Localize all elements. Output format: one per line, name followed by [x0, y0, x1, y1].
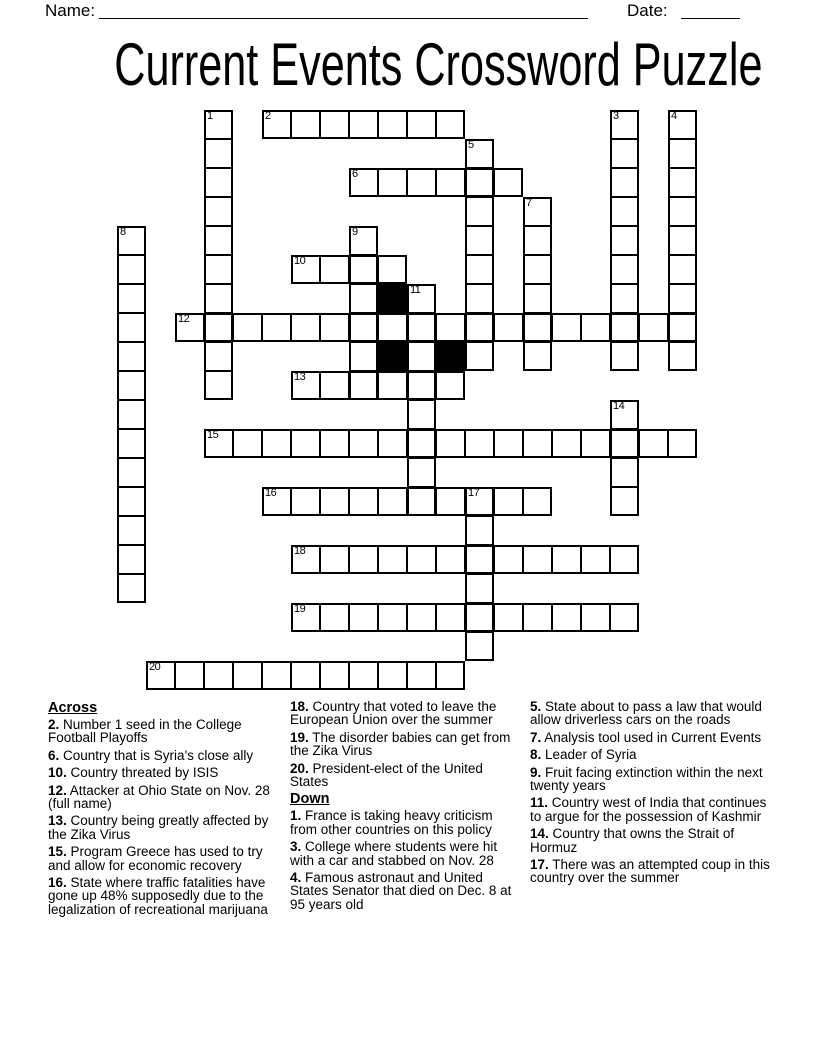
answer-cell[interactable] [465, 197, 494, 226]
clue-item-number: 5. [530, 699, 542, 714]
answer-cell[interactable] [262, 487, 291, 516]
answer-cell[interactable] [291, 255, 320, 284]
answer-cell[interactable] [291, 603, 320, 632]
answer-cell[interactable] [204, 313, 233, 342]
clue-item-5 [530, 700, 770, 727]
answer-cell[interactable] [668, 313, 697, 342]
answer-cell[interactable] [465, 574, 494, 603]
clue-item-number: 15. [48, 844, 67, 860]
clue-item-number: 12. [48, 782, 67, 798]
answer-cell[interactable] [465, 632, 494, 661]
answer-cell[interactable] [465, 342, 494, 371]
clue-item-number: 13. [48, 813, 67, 829]
answer-cell[interactable] [610, 458, 639, 487]
clue-item-number: 20. [290, 760, 309, 776]
clue-item-3 [290, 840, 523, 867]
clue-item-text: College where students were hit with a car and stabbed on Nov. 28 [290, 839, 498, 868]
answer-cell[interactable] [204, 139, 233, 168]
answer-cell[interactable] [204, 661, 233, 690]
cell-number-11: 11 [410, 284, 421, 296]
clue-item-text: Attacker at Ohio State on Nov. 28 (full name) [48, 782, 270, 812]
answer-cell[interactable] [465, 429, 494, 458]
cell-number-13: 13 [294, 371, 306, 383]
answer-cell[interactable] [494, 603, 523, 632]
answer-cell[interactable] [378, 168, 407, 197]
answer-cell[interactable] [610, 168, 639, 197]
answer-cell[interactable] [436, 545, 465, 574]
answer-cell[interactable] [523, 429, 552, 458]
answer-cell[interactable] [291, 661, 320, 690]
answer-cell[interactable] [204, 342, 233, 371]
clue-item-19 [290, 731, 523, 758]
name-label: Name: [45, 1, 96, 20]
answer-cell[interactable] [117, 545, 146, 574]
answer-cell[interactable] [378, 661, 407, 690]
answer-cell[interactable] [668, 226, 697, 255]
answer-cell[interactable] [291, 545, 320, 574]
answer-cell[interactable] [320, 487, 349, 516]
clue-item-text: Number 1 seed in the College Football Playoffs [48, 717, 242, 746]
answer-cell[interactable] [320, 255, 349, 284]
answer-cell[interactable] [407, 313, 436, 342]
answer-cell[interactable] [262, 429, 291, 458]
blocked-cell [436, 342, 465, 371]
clue-item-number: 10. [48, 765, 67, 781]
answer-cell[interactable] [349, 226, 378, 255]
answer-cell[interactable] [233, 429, 262, 458]
clue-item-text: Analysis tool used in Current Events [541, 729, 762, 745]
answer-cell[interactable] [146, 661, 175, 690]
clue-item-text: Country threated by ISIS [66, 765, 219, 781]
answer-cell[interactable] [552, 429, 581, 458]
answer-cell[interactable] [610, 197, 639, 226]
answer-cell[interactable] [233, 313, 262, 342]
answer-cell[interactable] [349, 110, 378, 139]
answer-cell[interactable] [668, 342, 697, 371]
clue-item-8 [530, 748, 770, 761]
clue-item-12 [48, 784, 284, 811]
answer-cell[interactable] [349, 342, 378, 371]
answer-cell[interactable] [668, 429, 697, 458]
clue-item-14 [530, 827, 770, 854]
clue-item-number: 4. [290, 870, 302, 886]
answer-cell[interactable] [320, 545, 349, 574]
answer-cell[interactable] [291, 487, 320, 516]
clue-column-2 [290, 700, 523, 915]
cell-number-17: 17 [468, 487, 480, 499]
answer-cell[interactable] [117, 342, 146, 371]
clue-column-1 [48, 700, 284, 920]
answer-cell[interactable] [465, 284, 494, 313]
clue-item-text: Famous astronaut and United States Senator that died on Dec. 8 at 95 years old [290, 870, 512, 912]
cell-number-6: 6 [352, 168, 358, 180]
clue-item-text: Country that voted to leave the European Union over the summer [290, 699, 497, 728]
answer-cell[interactable] [262, 661, 291, 690]
answer-cell[interactable] [349, 603, 378, 632]
clue-item-text: President-elect of the United States [290, 760, 483, 790]
answer-cell[interactable] [610, 400, 639, 429]
answer-cell[interactable] [465, 226, 494, 255]
clue-item-number: 8. [530, 747, 542, 763]
answer-cell[interactable] [436, 110, 465, 139]
answer-cell[interactable] [407, 545, 436, 574]
answer-cell[interactable] [262, 313, 291, 342]
clue-item-number: 1. [290, 808, 302, 824]
clue-item-number: 3. [290, 839, 302, 855]
answer-cell[interactable] [436, 603, 465, 632]
cell-number-20: 20 [149, 661, 161, 673]
answer-cell[interactable] [204, 226, 233, 255]
cell-number-9: 9 [352, 226, 358, 238]
answer-cell[interactable] [436, 487, 465, 516]
answer-cell[interactable] [436, 371, 465, 400]
answer-cell[interactable] [610, 545, 639, 574]
answer-cell[interactable] [523, 313, 552, 342]
answer-cell[interactable] [610, 226, 639, 255]
answer-cell[interactable] [610, 342, 639, 371]
clue-item-text: Country west of India that continues to argue for the possession of Kashmir [530, 795, 767, 824]
answer-cell[interactable] [610, 139, 639, 168]
clue-item-text: There was an attempted coup in this country over the summer [530, 857, 770, 886]
cell-number-1: 1 [207, 110, 213, 122]
answer-cell[interactable] [378, 487, 407, 516]
cell-number-8: 8 [120, 226, 126, 238]
answer-cell[interactable] [349, 284, 378, 313]
answer-cell[interactable] [378, 603, 407, 632]
answer-cell[interactable] [204, 284, 233, 313]
answer-cell[interactable] [407, 429, 436, 458]
clue-item-16 [48, 876, 284, 916]
clue-item-text: Program Greece has used to try and allow for economic recovery [48, 844, 263, 873]
answer-cell[interactable] [175, 313, 204, 342]
answer-cell[interactable] [465, 313, 494, 342]
clue-item-text: France is taking heavy criticism from other countries on this policy [290, 808, 493, 837]
cell-number-10: 10 [294, 255, 306, 267]
answer-cell[interactable] [494, 487, 523, 516]
clue-item-number: 6. [48, 747, 60, 763]
clue-item-number: 17. [530, 857, 549, 873]
answer-cell[interactable] [117, 371, 146, 400]
answer-cell[interactable] [407, 110, 436, 139]
answer-cell[interactable] [407, 284, 436, 313]
answer-cell[interactable] [378, 255, 407, 284]
clue-item-6 [48, 749, 284, 762]
date-label: Date: [627, 1, 668, 20]
clue-item-15 [48, 845, 284, 872]
answer-cell[interactable] [262, 110, 291, 139]
answer-cell[interactable] [581, 545, 610, 574]
clue-item-text: Fruit facing extinction within the next twenty years [530, 764, 763, 794]
answer-cell[interactable] [465, 139, 494, 168]
answer-cell[interactable] [320, 429, 349, 458]
cell-number-19: 19 [294, 603, 306, 615]
answer-cell[interactable] [204, 255, 233, 284]
answer-cell[interactable] [407, 458, 436, 487]
answer-cell[interactable] [117, 487, 146, 516]
answer-cell[interactable] [465, 516, 494, 545]
across-heading: Across [48, 700, 98, 716]
answer-cell[interactable] [523, 487, 552, 516]
answer-cell[interactable] [639, 429, 668, 458]
answer-cell[interactable] [610, 603, 639, 632]
answer-cell[interactable] [610, 313, 639, 342]
answer-cell[interactable] [610, 284, 639, 313]
answer-cell[interactable] [523, 226, 552, 255]
cell-number-7: 7 [526, 197, 532, 209]
blocked-cell [378, 342, 407, 371]
answer-cell[interactable] [378, 371, 407, 400]
clue-item-2 [48, 718, 284, 745]
answer-cell[interactable] [552, 545, 581, 574]
answer-cell[interactable] [465, 255, 494, 284]
clue-item-number: 18. [290, 699, 309, 714]
clue-item-1 [290, 809, 523, 836]
clue-item-number: 2. [48, 717, 60, 732]
answer-cell[interactable] [523, 545, 552, 574]
answer-cell[interactable] [175, 661, 204, 690]
answer-cell[interactable] [465, 487, 494, 516]
clue-item-number: 19. [290, 729, 309, 745]
answer-cell[interactable] [668, 284, 697, 313]
answer-cell[interactable] [494, 168, 523, 197]
answer-cell[interactable] [523, 342, 552, 371]
answer-cell[interactable] [494, 545, 523, 574]
answer-cell[interactable] [349, 429, 378, 458]
answer-cell[interactable] [407, 487, 436, 516]
cell-number-3: 3 [613, 110, 619, 122]
answer-cell[interactable] [610, 429, 639, 458]
answer-cell[interactable] [668, 197, 697, 226]
clue-item-18 [290, 700, 523, 727]
answer-cell[interactable] [523, 603, 552, 632]
answer-cell[interactable] [117, 429, 146, 458]
answer-cell[interactable] [668, 139, 697, 168]
answer-cell[interactable] [117, 313, 146, 342]
cell-number-14: 14 [613, 400, 625, 412]
answer-cell[interactable] [349, 545, 378, 574]
answer-cell[interactable] [117, 400, 146, 429]
answer-cell[interactable] [378, 313, 407, 342]
answer-cell[interactable] [494, 313, 523, 342]
answer-cell[interactable] [291, 429, 320, 458]
answer-cell[interactable] [581, 429, 610, 458]
answer-cell[interactable] [407, 400, 436, 429]
answer-cell[interactable] [320, 313, 349, 342]
clue-item-text: State where traffic fatalities have gone up 48% supposedly due to the legalization of recreational marijuana [48, 875, 268, 917]
answer-cell[interactable] [349, 168, 378, 197]
answer-cell[interactable] [436, 661, 465, 690]
clue-item-text: State about to pass a law that would allow driverless cars on the roads [530, 699, 762, 728]
answer-cell[interactable] [117, 226, 146, 255]
clue-item-text: Country that is Syria's close ally [59, 747, 254, 763]
clue-item-17 [530, 858, 770, 885]
clue-item-number: 9. [530, 764, 542, 780]
blocked-cell [378, 284, 407, 313]
answer-cell[interactable] [320, 110, 349, 139]
answer-cell[interactable] [523, 255, 552, 284]
answer-cell[interactable] [117, 574, 146, 603]
answer-cell[interactable] [204, 429, 233, 458]
clue-item-10 [48, 766, 284, 779]
clue-item-13 [48, 814, 284, 841]
answer-cell[interactable] [320, 661, 349, 690]
answer-cell[interactable] [117, 284, 146, 313]
puzzle-title: Current Events Crossword Puzzle [114, 31, 763, 98]
answer-cell[interactable] [436, 168, 465, 197]
answer-cell[interactable] [523, 197, 552, 226]
answer-cell[interactable] [349, 371, 378, 400]
answer-cell[interactable] [378, 429, 407, 458]
clue-item-number: 7. [530, 729, 542, 745]
cell-number-2: 2 [265, 110, 271, 122]
answer-cell[interactable] [349, 255, 378, 284]
answer-cell[interactable] [465, 603, 494, 632]
answer-cell[interactable] [552, 313, 581, 342]
answer-cell[interactable] [436, 429, 465, 458]
clue-item-number: 11. [530, 795, 549, 811]
answer-cell[interactable] [407, 603, 436, 632]
clue-item-text: Country being greatly affected by the Zika Virus [48, 813, 269, 842]
cell-number-16: 16 [265, 487, 277, 499]
answer-cell[interactable] [117, 516, 146, 545]
answer-cell[interactable] [610, 255, 639, 284]
cell-number-15: 15 [207, 429, 219, 441]
answer-cell[interactable] [349, 487, 378, 516]
answer-cell[interactable] [407, 168, 436, 197]
clue-item-4 [290, 871, 523, 911]
answer-cell[interactable] [233, 661, 262, 690]
down-heading: Down [290, 791, 330, 808]
clue-item-20 [290, 762, 523, 789]
answer-cell[interactable] [117, 458, 146, 487]
answer-cell[interactable] [320, 371, 349, 400]
answer-cell[interactable] [291, 110, 320, 139]
answer-cell[interactable] [407, 661, 436, 690]
cell-number-5: 5 [468, 139, 474, 151]
answer-cell[interactable] [291, 371, 320, 400]
answer-cell[interactable] [668, 110, 697, 139]
answer-cell[interactable] [349, 313, 378, 342]
answer-cell[interactable] [378, 545, 407, 574]
clue-item-text: Country that owns the Strait of Hormuz [530, 826, 735, 855]
answer-cell[interactable] [610, 487, 639, 516]
answer-cell[interactable] [668, 168, 697, 197]
clue-item-number: 14. [530, 826, 549, 842]
name-blank-line[interactable] [99, 18, 588, 19]
answer-cell[interactable] [407, 342, 436, 371]
answer-cell[interactable] [552, 603, 581, 632]
clue-item-11 [530, 796, 770, 823]
clue-item-number: 16. [48, 875, 67, 891]
clue-item-text: The disorder babies can get from the Zika Virus [290, 729, 511, 759]
answer-cell[interactable] [204, 197, 233, 226]
answer-cell[interactable] [668, 255, 697, 284]
date-blank-line[interactable] [681, 18, 740, 19]
cell-number-18: 18 [294, 545, 306, 557]
answer-cell[interactable] [610, 110, 639, 139]
answer-cell[interactable] [291, 313, 320, 342]
clue-item-text: Leader of Syria [541, 747, 637, 763]
answer-cell[interactable] [436, 313, 465, 342]
answer-cell[interactable] [117, 255, 146, 284]
answer-cell[interactable] [494, 429, 523, 458]
answer-cell[interactable] [465, 168, 494, 197]
answer-cell[interactable] [378, 110, 407, 139]
answer-cell[interactable] [320, 603, 349, 632]
cell-number-4: 4 [671, 110, 677, 122]
clue-item-9 [530, 766, 770, 793]
answer-cell[interactable] [581, 603, 610, 632]
answer-cell[interactable] [407, 371, 436, 400]
answer-cell[interactable] [349, 661, 378, 690]
cell-number-12: 12 [178, 313, 190, 325]
answer-cell[interactable] [581, 313, 610, 342]
answer-cell[interactable] [204, 110, 233, 139]
answer-cell[interactable] [639, 313, 668, 342]
answer-cell[interactable] [465, 545, 494, 574]
clue-item-7 [530, 731, 770, 744]
answer-cell[interactable] [523, 284, 552, 313]
answer-cell[interactable] [204, 168, 233, 197]
clue-column-3 [530, 700, 770, 889]
answer-cell[interactable] [204, 371, 233, 400]
